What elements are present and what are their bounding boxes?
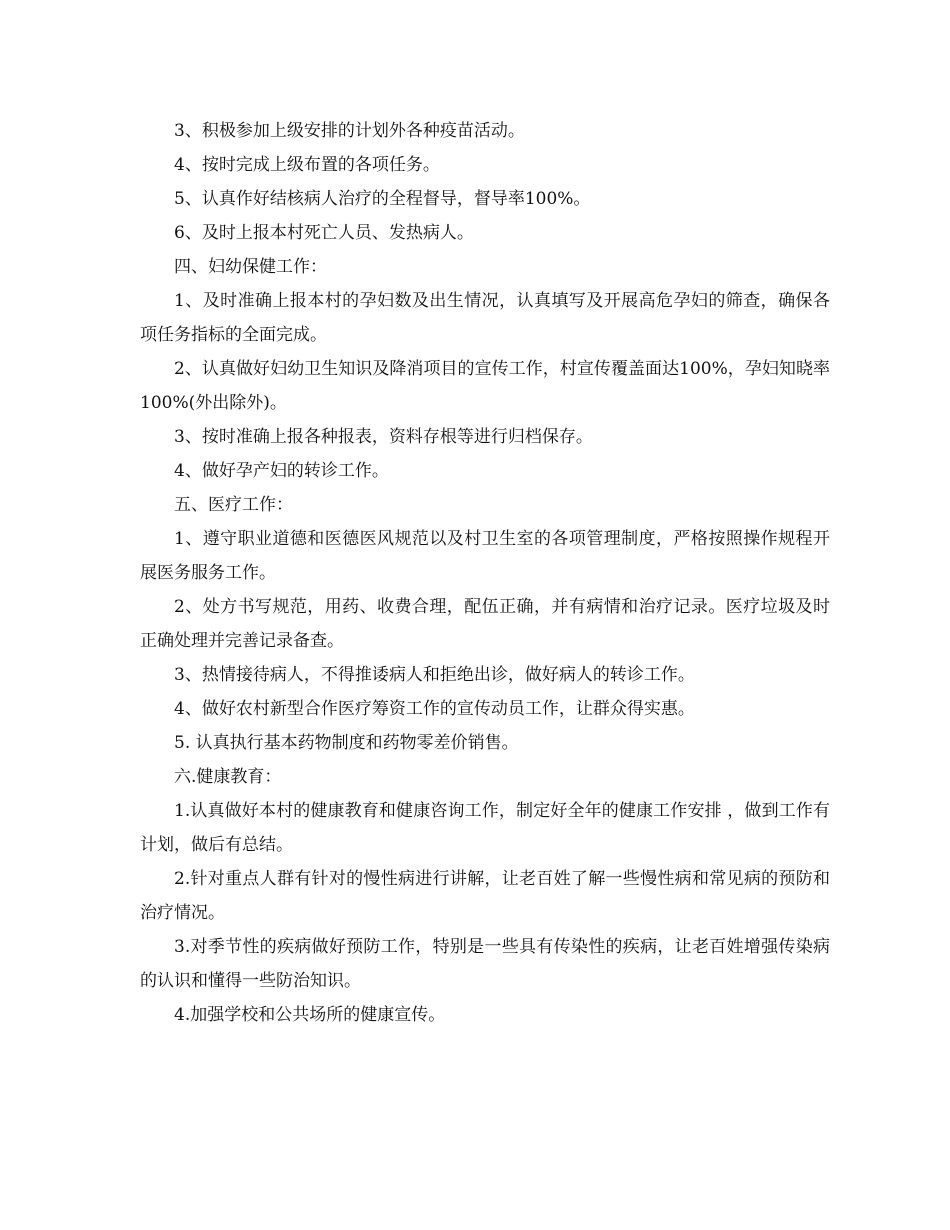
paragraph-item: 4、做好农村新型合作医疗筹资工作的宣传动员工作，让群众得实惠。 bbox=[174, 699, 695, 719]
paragraph-item: 2.针对重点人群有针对的慢性病进行讲解，让老百姓了解一些慢性病和常见病的预防和治疗情况。 bbox=[140, 869, 830, 923]
paragraph-item: 2、处方书写规范，用药、收费合理，配伍正确，并有病情和治疗记录。医疗垃圾及时正确处理并完善记录备查。 bbox=[140, 597, 830, 651]
paragraph-item: 3、热情接待病人，不得推诿病人和拒绝出诊，做好病人的转诊工作。 bbox=[174, 665, 695, 685]
paragraph-item: 6、及时上报本村死亡人员、发热病人。 bbox=[174, 223, 474, 243]
paragraph-item: 1.认真做好本村的健康教育和健康咨询工作，制定好全年的健康工作安排 ，做到工作有计划，做后有总结。 bbox=[140, 801, 830, 855]
document-page bbox=[140, 114, 830, 1032]
paragraph-item: 4、按时完成上级布置的各项任务。 bbox=[174, 155, 440, 175]
section-heading: 四、妇幼保健工作： bbox=[174, 257, 327, 277]
paragraph-item: 4.加强学校和公共场所的健康宣传。 bbox=[174, 1005, 446, 1025]
paragraph-item: 3、积极参加上级安排的计划外各种疫苗活动。 bbox=[174, 121, 525, 141]
paragraph-item: 2、认真做好妇幼卫生知识及降消项目的宣传工作，村宣传覆盖面达100%，孕妇知晓率100%(外出除外)。 bbox=[140, 359, 830, 413]
paragraph-item: 4、做好孕产妇的转诊工作。 bbox=[174, 461, 389, 481]
section-heading: 六.健康教育： bbox=[174, 767, 282, 787]
paragraph-item: 5、认真作好结核病人治疗的全程督导，督导率100%。 bbox=[174, 189, 591, 209]
paragraph-item: 1、及时准确上报本村的孕妇数及出生情况，认真填写及开展高危孕妇的筛查，确保各项任务指标的全面完成。 bbox=[140, 291, 830, 345]
paragraph-item: 1、遵守职业道德和医德医风规范以及村卫生室的各项管理制度，严格按照操作规程开展医务服务工作。 bbox=[140, 529, 830, 583]
paragraph-item: 5. 认真执行基本药物制度和药物零差价销售。 bbox=[174, 733, 519, 753]
paragraph-item: 3.对季节性的疾病做好预防工作，特别是一些具有传染性的疾病，让老百姓增强传染病的认识和懂得一些防治知识。 bbox=[140, 937, 830, 991]
paragraph-item: 3、按时准确上报各种报表，资料存根等进行归档保存。 bbox=[174, 427, 593, 447]
section-heading: 五、医疗工作： bbox=[174, 495, 293, 515]
